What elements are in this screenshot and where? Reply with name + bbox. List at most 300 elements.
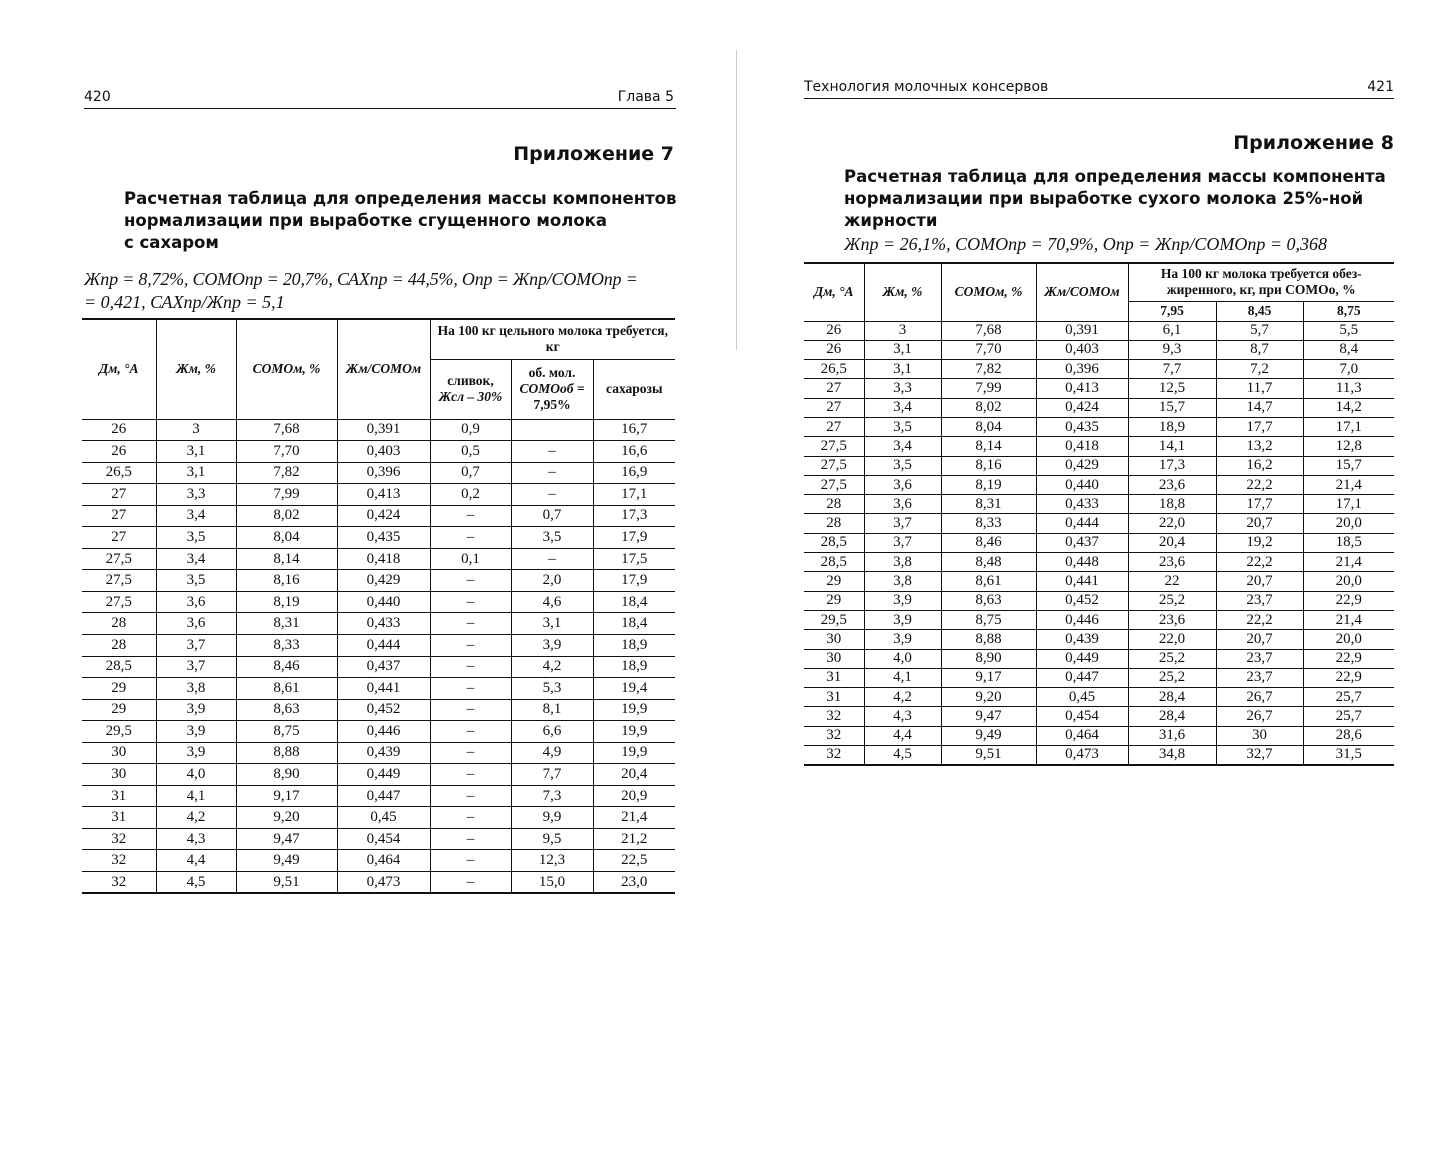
table-cell: 11,3 [1303,379,1394,398]
table-cell: 12,8 [1303,437,1394,456]
table-cell: 0,403 [337,441,430,463]
table-cell: 21,4 [1303,610,1394,629]
table-cell: 8,04 [236,527,337,549]
table-cell: 3,9 [156,742,236,764]
table-cell: 8,02 [236,505,337,527]
table-cell: 19,9 [593,742,675,764]
table-cell: 27 [82,505,156,527]
header-rule [84,108,676,109]
table-cell: 28,5 [804,553,864,572]
table-cell: 8,75 [236,721,337,743]
table-row [82,484,675,506]
table-cell: 8,61 [236,678,337,700]
table-cell: 7,0 [1303,360,1394,379]
table-cell: 0,45 [337,807,430,829]
table-cell: 0,9 [430,419,511,441]
table-cell: 9,3 [1128,340,1216,359]
table-cell: 23,7 [1216,649,1303,668]
table-cell: 0,437 [337,656,430,678]
table-cell: – [430,570,511,592]
table-cell: 3,8 [156,678,236,700]
col-header-sugar: сахарозы [593,359,675,419]
table-cell: 22,9 [1303,668,1394,687]
table-cell: – [430,721,511,743]
table-cell: – [430,807,511,829]
table-cell: 6,6 [511,721,593,743]
table-cell: 4,0 [864,649,941,668]
table-cell: 0,449 [337,764,430,786]
table-cell: 8,02 [941,398,1036,417]
running-header: Глава 5 [617,89,674,105]
table-cell: 22 [1128,572,1216,591]
table-cell: 0,439 [1036,630,1128,649]
table-cell: 8,63 [941,591,1036,610]
table-cell: 3,4 [864,437,941,456]
table-cell: 17,3 [593,505,675,527]
table-cell: 15,0 [511,871,593,893]
table-cell: 26 [82,441,156,463]
table-cell: 28 [82,634,156,656]
table-cell: 32,7 [1216,746,1303,765]
table-cell: 19,9 [593,721,675,743]
table-cell: 28,5 [804,533,864,552]
table-cell: 8,88 [941,630,1036,649]
table-row [804,475,1394,494]
table-cell: 29 [804,572,864,591]
table-cell: 3,5 [156,570,236,592]
table-row [804,553,1394,572]
table-row [82,850,675,872]
table-cell: – [430,871,511,893]
table-cell: 22,2 [1216,610,1303,629]
table-cell: 12,5 [1128,379,1216,398]
header-line: На 100 кг молока требуется обез- [1160,266,1362,282]
table-cell: 0,449 [1036,649,1128,668]
table-cell: 26 [82,419,156,441]
table-cell: – [511,548,593,570]
table-cell: 3,4 [864,398,941,417]
table-cell: 27,5 [82,548,156,570]
table-cell: 22,0 [1128,630,1216,649]
table-row [82,613,675,635]
table-row [804,495,1394,514]
header-line: 7,95% [533,397,571,412]
table-row [804,668,1394,687]
header-line: об. мол. [528,365,576,380]
table-cell: 32 [82,828,156,850]
table-cell: 3,1 [864,360,941,379]
table-cell: 4,3 [156,828,236,850]
table-cell: 29,5 [82,721,156,743]
table-cell: 26,7 [1216,707,1303,726]
table-cell: 26 [804,340,864,359]
table-row [804,417,1394,436]
table-cell: 3 [156,419,236,441]
table-cell: 22,2 [1216,475,1303,494]
table-cell: 3 [864,321,941,340]
table-cell: 17,7 [1216,417,1303,436]
table-cell: 9,51 [236,871,337,893]
table-cell: 21,2 [593,828,675,850]
table-cell: 28 [804,514,864,533]
table-cell: 23,7 [1216,668,1303,687]
table-cell: 7,99 [236,484,337,506]
table-row [82,548,675,570]
group-header [1128,263,1394,301]
caption-line: Расчетная таблица для определения массы компонентов [124,189,677,208]
table-cell: 20,7 [1216,630,1303,649]
header-rule [804,98,1394,99]
table-cell: 9,9 [511,807,593,829]
table-cell: 17,1 [1303,495,1394,514]
table-row [804,340,1394,359]
formula-block [844,233,1404,256]
table-caption [844,166,1404,232]
table-row [804,610,1394,629]
table-cell: 5,5 [1303,321,1394,340]
table-cell: 31 [82,807,156,829]
table-cell: 18,9 [1128,417,1216,436]
table-cell: 0,429 [1036,456,1128,475]
col-header-ratio: Жм/СОМОм [337,319,430,419]
table-row [804,321,1394,340]
table-cell: 4,0 [156,764,236,786]
table-cell: 25,7 [1303,688,1394,707]
table-cell: 8,1 [511,699,593,721]
table-cell: – [511,484,593,506]
table-cell: 26,7 [1216,688,1303,707]
table-cell: 0,7 [511,505,593,527]
table-cell: 9,47 [236,828,337,850]
table-cell: 18,9 [593,634,675,656]
caption-line: Расчетная таблица для определения массы компонента [844,167,1386,186]
table-cell: 16,7 [593,419,675,441]
table-row [804,572,1394,591]
table-cell: 0,413 [1036,379,1128,398]
table-cell: 32 [804,746,864,765]
table-cell: – [430,764,511,786]
table-row [804,360,1394,379]
table-cell: 3,1 [511,613,593,635]
table-cell: 30 [82,764,156,786]
table-cell: 11,7 [1216,379,1303,398]
table-cell: 0,433 [337,613,430,635]
table-cell: 20,0 [1303,630,1394,649]
table-cell: 17,3 [1128,456,1216,475]
table-row [82,634,675,656]
col-header-ratio: Жм/СОМОм [1036,263,1128,321]
table-cell: 3,3 [156,484,236,506]
table-cell: 16,2 [1216,456,1303,475]
table-cell: 8,61 [941,572,1036,591]
table-cell: 3,7 [864,533,941,552]
table-cell: 20,0 [1303,514,1394,533]
table-cell: 15,7 [1128,398,1216,417]
table-cell: 0,448 [1036,553,1128,572]
table-cell: 0,454 [337,828,430,850]
table-cell: 3,6 [156,613,236,635]
table-cell: 29 [804,591,864,610]
table-row [804,649,1394,668]
table-body [804,321,1394,765]
table-cell: 8,90 [236,764,337,786]
table-row [82,742,675,764]
table-cell: 28,6 [1303,726,1394,745]
table-cell: 0,441 [1036,572,1128,591]
table-cell: 4,4 [864,726,941,745]
table-row [804,707,1394,726]
table-cell: 0,446 [337,721,430,743]
table-cell: 8,48 [941,553,1036,572]
table-row [804,398,1394,417]
table-cell: 18,4 [593,591,675,613]
col-header-zh: Жм, % [864,263,941,321]
table-cell: 19,4 [593,678,675,700]
appendix-title: Приложение 8 [1233,132,1394,154]
table-cell: 3,3 [864,379,941,398]
table-cell: 3,6 [864,495,941,514]
table-cell: 31 [804,688,864,707]
table-cell: 3,4 [156,505,236,527]
table-cell: 23,6 [1128,553,1216,572]
appendix-title: Приложение 7 [513,143,674,165]
table-cell: 9,20 [941,688,1036,707]
table-cell: 22,0 [1128,514,1216,533]
table-cell: 4,9 [511,742,593,764]
table-cell: 8,90 [941,649,1036,668]
table-cell: 7,82 [236,462,337,484]
table-cell: – [430,742,511,764]
table-cell: 26 [804,321,864,340]
table-cell: 20,4 [1128,533,1216,552]
table-cell: 14,1 [1128,437,1216,456]
table-cell: 27 [804,417,864,436]
table-cell: 0,447 [337,785,430,807]
table-cell: 5,3 [511,678,593,700]
table-cell: 20,0 [1303,572,1394,591]
table-cell: 3,8 [864,553,941,572]
table-cell: 0,435 [1036,417,1128,436]
table-cell: 8,16 [941,456,1036,475]
table-row [804,379,1394,398]
table-cell: 3,1 [864,340,941,359]
table-cell: 3,8 [864,572,941,591]
col-header-d: Дм, °А [804,263,864,321]
table-cell: 4,6 [511,591,593,613]
table-cell: 3,9 [156,699,236,721]
table-cell: 25,2 [1128,668,1216,687]
table-cell: 7,7 [1128,360,1216,379]
table-cell: 25,2 [1128,591,1216,610]
table-cell: 0,444 [1036,514,1128,533]
table-row [82,785,675,807]
table-cell: 18,8 [1128,495,1216,514]
table-cell: 3,1 [156,441,236,463]
table-cell: – [511,462,593,484]
table-cell: 2,0 [511,570,593,592]
table-row [82,871,675,893]
table-cell: 3,1 [156,462,236,484]
table-cell: 27 [82,527,156,549]
table-cell: 3,7 [864,514,941,533]
table-cell: 0,45 [1036,688,1128,707]
table-cell: 16,6 [593,441,675,463]
table-cell: 19,9 [593,699,675,721]
table-cell: 28 [82,613,156,635]
table-cell: 0,418 [337,548,430,570]
table-cell: 0,473 [337,871,430,893]
table-cell: 17,7 [1216,495,1303,514]
table-cell: 3,5 [511,527,593,549]
table-cell: 0,454 [1036,707,1128,726]
table-cell: 3,5 [156,527,236,549]
table-cell: 14,7 [1216,398,1303,417]
table-cell: 8,19 [236,591,337,613]
table-cell: 8,7 [1216,340,1303,359]
table-cell: 30 [804,649,864,668]
header-line: Жсл – 30% [438,389,503,404]
table-cell: 20,7 [1216,572,1303,591]
table-row [82,828,675,850]
table-cell: 3,6 [864,475,941,494]
table-cell: 4,1 [864,668,941,687]
table-cell: 30 [1216,726,1303,745]
table-cell: 8,31 [941,495,1036,514]
table-cell: 3,4 [156,548,236,570]
table-cell: 28,4 [1128,707,1216,726]
header-line: СОМОоб = [519,381,585,396]
table-cell: 0,7 [430,462,511,484]
table-row [82,419,675,441]
table-cell: 26,5 [82,462,156,484]
table-cell: 29 [82,678,156,700]
table-cell: 27 [804,398,864,417]
table-cell: 16,9 [593,462,675,484]
table-cell: 13,2 [1216,437,1303,456]
table-cell: 17,9 [593,527,675,549]
table-row [804,456,1394,475]
table-cell: 4,5 [156,871,236,893]
col-header-d: Дм, °А [82,319,156,419]
table-cell: 0,418 [1036,437,1128,456]
table-cell: 19,2 [1216,533,1303,552]
table-cell: – [430,634,511,656]
col-header-875: 8,75 [1303,301,1394,321]
table-cell: 32 [82,871,156,893]
table-row [804,688,1394,707]
table-cell: 0,424 [1036,398,1128,417]
table-cell: 7,7 [511,764,593,786]
table-cell: 21,4 [593,807,675,829]
table-cell: 0,440 [337,591,430,613]
table-cell: 0,424 [337,505,430,527]
table-cell: 4,2 [511,656,593,678]
table-cell: 9,49 [236,850,337,872]
table-cell: – [430,505,511,527]
table-row [804,630,1394,649]
table-cell: 14,2 [1303,398,1394,417]
table-cell: 6,1 [1128,321,1216,340]
table-cell: 17,9 [593,570,675,592]
caption-line: жирности [844,211,938,230]
table-cell: 8,46 [236,656,337,678]
table-cell: 7,2 [1216,360,1303,379]
table-cell [511,419,593,441]
table-cell: 8,16 [236,570,337,592]
table-cell: 27,5 [804,475,864,494]
table-cell: 27 [82,484,156,506]
table-cell: – [430,850,511,872]
table-cell: 7,70 [941,340,1036,359]
data-table [82,318,675,894]
page-number: 420 [84,89,111,105]
table-cell: 3,6 [156,591,236,613]
table-row [82,721,675,743]
table-cell: 3,9 [864,591,941,610]
table-cell: 34,8 [1128,746,1216,765]
table-cell: 27,5 [82,591,156,613]
formula-line: = 0,421, САХпр/Жпр = 5,1 [84,292,285,312]
table-cell: 22,2 [1216,553,1303,572]
table-cell: 4,5 [864,746,941,765]
table-cell: 9,49 [941,726,1036,745]
table-cell: 7,99 [941,379,1036,398]
col-header-somo: СОМОм, % [941,263,1036,321]
table-cell: 0,439 [337,742,430,764]
table-cell: 3,5 [864,417,941,436]
table-cell: 18,5 [1303,533,1394,552]
table-row [82,807,675,829]
table-cell: 23,7 [1216,591,1303,610]
table-row [804,746,1394,765]
table-cell: 0,441 [337,678,430,700]
table-cell: 3,9 [864,630,941,649]
table-cell: – [430,699,511,721]
header-line: жиренного, кг, при СОМОо, % [1166,282,1356,298]
header-line: сливок, [447,373,494,388]
table-cell: – [430,527,511,549]
col-header-zh: Жм, % [156,319,236,419]
table-cell: 20,9 [593,785,675,807]
table-cell: 3,7 [156,656,236,678]
table-cell: 31 [804,668,864,687]
table-cell: 30 [804,630,864,649]
table-row [82,505,675,527]
table-row [804,591,1394,610]
table-cell: 8,46 [941,533,1036,552]
table-body [82,419,675,893]
table-cell: 0,433 [1036,495,1128,514]
table-cell: 8,63 [236,699,337,721]
table-cell: 0,452 [1036,591,1128,610]
table-cell: 5,7 [1216,321,1303,340]
table-row [82,591,675,613]
table-cell: – [430,613,511,635]
table-cell: 4,2 [864,688,941,707]
table-cell: 3,7 [156,634,236,656]
table-cell: 20,4 [593,764,675,786]
col-header-cream [430,359,511,419]
table-cell: 32 [804,707,864,726]
table-cell: 3,9 [864,610,941,629]
formula-line: Жпр = 26,1%, СОМОпр = 70,9%, Опр = Жпр/СОМОпр = 0,368 [844,234,1328,254]
table-cell: 28,5 [82,656,156,678]
table-cell: 8,75 [941,610,1036,629]
table-cell: 22,9 [1303,591,1394,610]
table-row [82,656,675,678]
table-cell: 7,68 [236,419,337,441]
table-cell: – [430,828,511,850]
